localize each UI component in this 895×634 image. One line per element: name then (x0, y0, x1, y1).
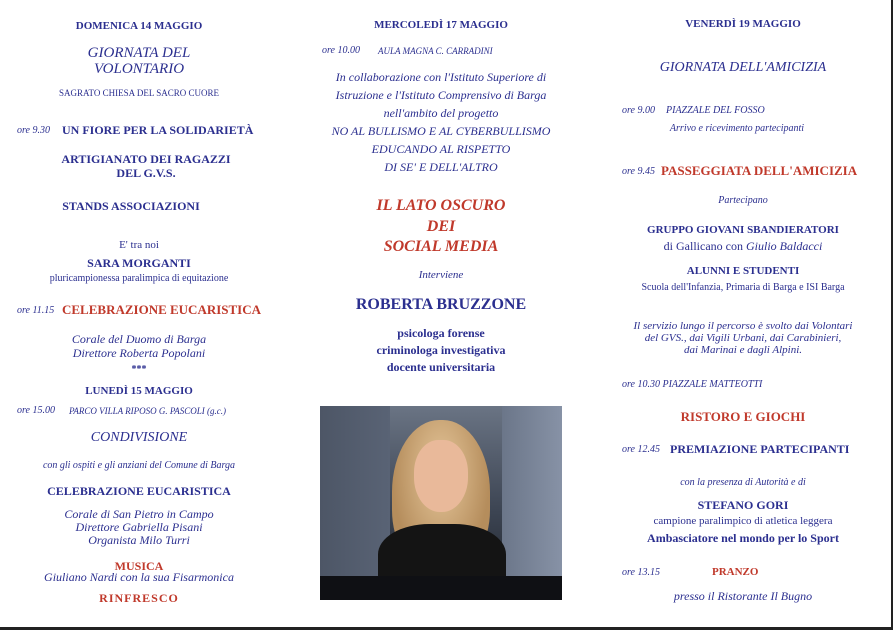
left-choir1-2: Direttore Roberta Popolani (72, 346, 206, 360)
middle-role-3: docente universitaria (386, 360, 496, 374)
left-place: SAGRATO CHIESA DEL SACRO CUORE (58, 88, 220, 98)
left-guest-intro: E' tra noi (119, 239, 159, 251)
middle-collab-4: NO AL BULLISMO E AL CYBERBULLISMO (331, 124, 551, 138)
left-date-2: LUNEDÌ 15 MAGGIO (85, 385, 193, 397)
middle-role-1: psicologa forense (397, 326, 485, 340)
right-event-title: GIORNATA DELL'AMICIZIA (659, 60, 827, 75)
left-time-3: ore 15.00 (17, 405, 55, 416)
middle-role-2: criminologa investigativa (376, 343, 506, 357)
middle-place: AULA MAGNA C. CARRADINI (378, 46, 493, 56)
left-time-2: ore 11.15 (17, 305, 55, 316)
middle-interviene: Interviene (418, 269, 464, 281)
photo-background-right (502, 406, 562, 600)
right-ristoro: RISTORO E GIOCHI (680, 409, 806, 424)
left-rinfresco: RINFRESCO (99, 591, 179, 605)
photo-face (414, 440, 468, 512)
right-guest-name: STEFANO GORI (697, 498, 789, 512)
right-time-3: ore 10.30 PIAZZALE MATTEOTTI (622, 379, 763, 390)
right-time-2: ore 9.45 (622, 166, 655, 177)
right-partecipano: Partecipano (718, 195, 768, 206)
right-group-2: ALUNNI E STUDENTI (686, 265, 800, 277)
left-date: DOMENICA 14 MAGGIO (75, 20, 203, 32)
right-service-2: del GVS., dai Vigili Urbani, dai Carabinieri, (644, 332, 842, 344)
right-place-1: PIAZZALE DEL FOSSO (666, 105, 765, 116)
middle-title-2: DEI (426, 218, 456, 235)
left-separator: *** (131, 364, 147, 375)
left-choir1-1: Corale del Duomo di Barga (71, 332, 207, 346)
right-guest-desc: campione paralimpico di atletica leggera (653, 515, 833, 527)
photo-desk (320, 576, 562, 600)
right-pranzo: PRANZO (712, 566, 759, 578)
right-date: VENERDÌ 19 MAGGIO (685, 18, 801, 30)
left-event-title-2: VOLONTARIO (93, 61, 185, 77)
right-time-5: ore 13.15 (622, 567, 660, 578)
left-guest-desc: pluricampionessa paralimpica di equitazione (49, 273, 229, 284)
right-pranzo-place: presso il Ristorante Il Bugno (673, 589, 813, 603)
right-group-2-desc: Scuola dell'Infanzia, Primaria di Barga e ISI Barga (641, 282, 845, 293)
speaker-photo (320, 406, 562, 600)
right-service-1: Il servizio lungo il percorso è svolto dai Volontari (633, 320, 853, 332)
left-musica: MUSICA (114, 559, 164, 573)
middle-date: MERCOLEDÌ 17 MAGGIO (374, 19, 508, 31)
left-celebration-2: CELEBRAZIONE EUCARISTICA (47, 484, 231, 498)
middle-collab-1: In collaborazione con l'Istituto Superiore di (335, 70, 547, 84)
left-activity-1: UN FIORE PER LA SOLIDARIETÀ (62, 123, 254, 137)
right-arrival: Arrivo e ricevimento partecipanti (669, 123, 805, 134)
left-choir2-1: Corale di San Pietro in Campo (64, 507, 214, 521)
right-group-1-desc-name: Giulio Baldacci (745, 239, 823, 253)
right-group-1: GRUPPO GIOVANI SBANDIERATORI (647, 224, 839, 236)
right-group-1-desc-text: di Gallicano con (663, 239, 746, 253)
right-group-1-desc (664, 240, 823, 252)
left-musica-desc: Giuliano Nardi con la sua Fisarmonica (44, 570, 234, 584)
right-presence: con la presenza di Autorità e di (680, 477, 806, 488)
right-time-1: ore 9.00 (622, 105, 655, 116)
middle-collab-2: Istruzione e l'Istituto Comprensivo di Barga (335, 88, 547, 102)
middle-collab-3: nell'ambito del progetto (383, 106, 499, 120)
left-artigianato-1: ARTIGIANATO DEI RAGAZZI (61, 152, 231, 166)
left-guest-name: SARA MORGANTI (87, 256, 191, 270)
middle-title-3: SOCIAL MEDIA (383, 238, 499, 255)
left-place-2: PARCO VILLA RIPOSO G. PASCOLI (g.c.) (69, 406, 226, 416)
left-choir2-2: Direttore Gabriella Pisani (75, 520, 203, 534)
left-artigianato-2: DEL G.V.S. (116, 166, 176, 180)
middle-collab-6: DI SE' E DELL'ALTRO (384, 160, 498, 174)
left-condivisione-desc: con gli ospiti e gli anziani del Comune di Barga (42, 460, 236, 471)
left-choir2-3: Organista Milo Turri (88, 533, 190, 547)
middle-speaker: ROBERTA BRUZZONE (355, 296, 527, 313)
left-stands: STANDS ASSOCIAZIONI (62, 199, 200, 213)
right-walk: PASSEGGIATA DELL'AMICIZIA (661, 163, 858, 178)
right-ambassador: Ambasciatore nel mondo per lo Sport (647, 531, 839, 545)
left-time-1: ore 9.30 (17, 125, 50, 136)
right-time-4: ore 12.45 (622, 444, 660, 455)
right-premiazione: PREMIAZIONE PARTECIPANTI (670, 442, 850, 456)
middle-title-1: IL LATO OSCURO (376, 197, 506, 214)
right-service-3: dai Marinai e dagli Alpini. (683, 344, 803, 356)
left-celebration-1: CELEBRAZIONE EUCARISTICA (62, 302, 262, 317)
left-event-title-1: GIORNATA DEL (87, 45, 191, 61)
left-condivisione: CONDIVISIONE (90, 430, 188, 445)
middle-time: ore 10.00 (322, 45, 360, 56)
middle-collab-5: EDUCANDO AL RISPETTO (371, 142, 511, 156)
